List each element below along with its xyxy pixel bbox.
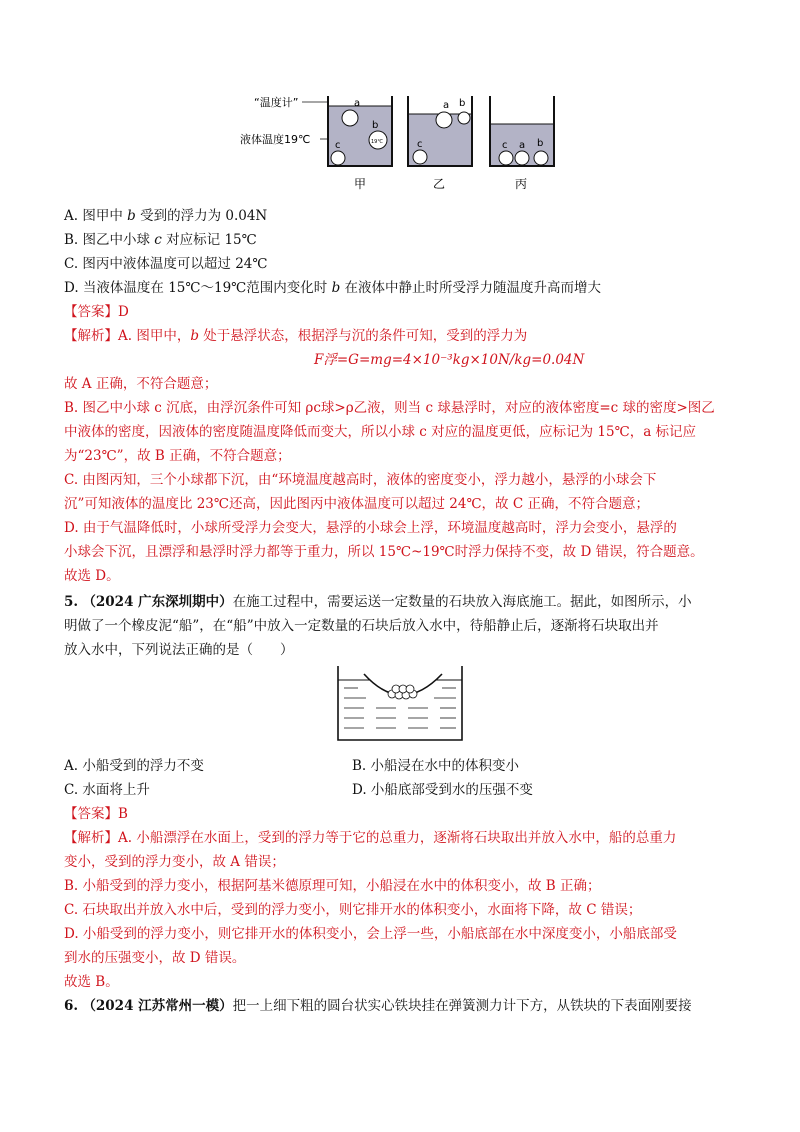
q5-option-c: C. 水面将上升 xyxy=(64,782,150,798)
caption-jia: 甲 xyxy=(354,177,367,191)
q4-explanation-line-1: 【解析】A. 图甲中，b 处于悬浮状态，根据浮与沉的条件可知，受到的浮力为 xyxy=(64,328,528,344)
q4-conclusion: 故选 D。 xyxy=(64,568,120,584)
q4-explanation-line-9: D. 由于气温降低时，小球所受浮力会变大，悬浮的小球会上浮，环境温度越高时，浮力会变小，悬浮的 xyxy=(64,520,677,536)
ball-b-bing xyxy=(534,151,548,165)
caption-yi: 乙 xyxy=(433,177,446,191)
q4-explanation-line-8: 沉”可知液体的温度比 23℃还高，因此图丙中液体温度可以超过 24℃，故 C 正确，不符合题意； xyxy=(64,496,649,512)
q4-option-c: C. 图丙中液体温度可以超过 24℃ xyxy=(64,256,268,272)
q5-conclusion: 故选 B。 xyxy=(64,974,119,990)
q5-option-a: A. 小船受到的浮力不变 xyxy=(64,758,204,774)
label-thermometer: “温度计” xyxy=(254,96,299,109)
q4-explanation-line-5: 中液体的密度，因液体的密度随温度降低而变大，所以小球 c 对应的温度更低，应标记为 15℃，a 标记应 xyxy=(64,424,697,440)
q4-explanation-line-4: B. 图乙中小球 c 沉底，由浮沉条件可知 ρc球>ρ乙液，则当 c 球悬浮时，对应的液体密度=c 球的密度>图乙 xyxy=(64,400,715,416)
ball-label-c-yi: c xyxy=(417,139,423,150)
q5-explanation-line-4: C. 石块取出并放入水中后，受到的浮力变小，则它排开水的体积变小，水面将下降，故 C 错误； xyxy=(64,902,642,918)
ball-label-a-yi: a xyxy=(443,100,450,111)
q5-answer: 【答案】B xyxy=(64,806,128,822)
caption-bing: 丙 xyxy=(515,177,528,191)
q4-explanation-line-3: 故 A 正确，不符合题意； xyxy=(64,376,218,392)
ball-label-c-bing: c xyxy=(502,140,508,151)
boat-svg xyxy=(336,664,466,744)
q4-option-a: A. 图甲中 b 受到的浮力为 0.04N xyxy=(64,208,268,224)
q5-stem-line-1: 5. （2024 广东深圳期中）在施工过程中，需要运送一定数量的石块放入海底施工。据此，如图所示，小 xyxy=(64,594,692,610)
containers-svg xyxy=(240,92,570,202)
q4-answer: 【答案】D xyxy=(64,304,129,320)
ball-a-bing xyxy=(515,151,529,165)
q4-formula: F浮=G=mg=4×10⁻³kg×10N/kg=0.04N xyxy=(314,352,585,368)
q5-stem-line-3: 放入水中，下列说法正确的是（ ） xyxy=(64,642,294,658)
ball-label-b-jia: b xyxy=(372,120,379,131)
q5-explanation-line-3: B. 小船受到的浮力变小，根据阿基米德原理可知，小船浸在水中的体积变小，故 B 正确； xyxy=(64,878,601,894)
ball-label-b-bing: b xyxy=(537,138,544,149)
label-liquid-temp: 液体温度19℃ xyxy=(240,133,311,146)
q5-explanation-line-6: 到水的压强变小，故 D 错误。 xyxy=(64,950,246,966)
q4-explanation-line-6: 为“23℃”，故 B 正确，不符合题意； xyxy=(64,448,291,464)
ball-a-jia xyxy=(342,110,358,126)
ball-label-b-yi: b xyxy=(459,98,466,109)
ball-label-a-bing: a xyxy=(519,140,526,151)
figure-containers xyxy=(240,92,570,202)
stones xyxy=(388,685,417,699)
ball-label-c-jia: c xyxy=(335,140,341,151)
ball-a-yi xyxy=(436,112,452,128)
figure-boat xyxy=(336,664,466,744)
q6-stem-line-1: 6. （2024 江苏常州一模）把一上细下粗的圆台状实心铁块挂在弹簧测力计下方，从铁块的下表面刚要接 xyxy=(64,998,692,1014)
q4-option-d: D. 当液体温度在 15℃～19℃范围内变化时 b 在液体中静止时所受浮力随温度升高而增大 xyxy=(64,280,602,296)
ball-label-a-jia: a xyxy=(354,98,361,109)
q4-explanation-line-10: 小球会下沉，且漂浮和悬浮时浮力都等于重力，所以 15℃~19℃时浮力保持不变，故 D 错误，符合题意。 xyxy=(64,544,704,560)
q5-explanation-line-1: 【解析】A. 小船漂浮在水面上，受到的浮力等于它的总重力，逐渐将石块取出并放入水中，船的总重力 xyxy=(64,830,677,846)
q4-explanation-line-7: C. 由图丙知，三个小球都下沉，由“环境温度越高时，液体的密度变小，浮力越小，悬浮的小球会下 xyxy=(64,472,657,488)
q5-option-d: D. 小船底部受到水的压强不变 xyxy=(352,782,533,798)
ball-c-jia xyxy=(331,151,345,165)
ball-c-bing xyxy=(499,151,513,165)
q5-option-b: B. 小船浸在水中的体积变小 xyxy=(352,758,520,774)
ball-b-mark-jia: 19℃ xyxy=(371,139,383,145)
ball-c-yi xyxy=(413,150,427,164)
q5-explanation-line-2: 变小，受到的浮力变小，故 A 错误； xyxy=(64,854,285,870)
q4-option-b: B. 图乙中小球 c 对应标记 15℃ xyxy=(64,232,257,248)
q5-stem-line-2: 明做了一个橡皮泥“船”，在“船”中放入一定数量的石块后放入水中，待船静止后，逐渐将石块取出并 xyxy=(64,618,659,634)
q5-explanation-line-5: D. 小船受到的浮力变小，则它排开水的体积变小，会上浮一些，小船底部在水中深度变小，小船底部受 xyxy=(64,926,677,942)
ball-b-yi xyxy=(458,112,470,124)
